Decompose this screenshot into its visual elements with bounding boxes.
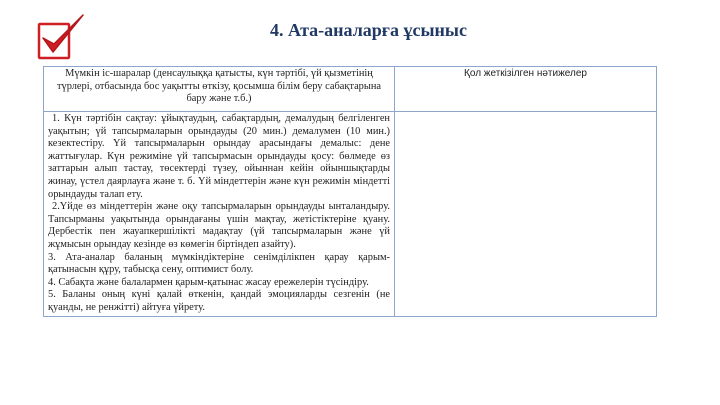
list-item: 1. Күн тәртібін сақтау: ұйықтаудың, сабақтардың, демалудың белгіленген уақытын; үй тапсырмаларын орындауды (20 мин.) демалумен (10 мин.) кезектестіру. Үй тапсырмаларын орындау арасындағы демалыс: дене жаттығулар. Күн режиміне үй тапсырмасын орындауды қосу: бөлмеде өз заттарын алып тастау, төсектерді түзеу, ойыннан кейін ойыншықтарды жинау, үстел даярлауға және т. б. Үй міндеттерін және күн режимін міндетті орындауды талап ету. bbox=[48, 113, 390, 200]
list-item: 2.Үйде өз міндеттерін және оқу тапсырмаларын орындауды ынталандыру. Тапсырманы уақытында орындағаны үшін мақтау, жетістіктеріне қуану. Дербестік пен жауапкершілікті мадақтау (үй тапсырмаларын және үй жұмысын орындау кезінде өз көмегін біртіндеп азайту). bbox=[48, 201, 390, 250]
recommendations-table bbox=[43, 66, 657, 317]
column-header-results: Қол жеткізілген нәтижелер bbox=[395, 67, 657, 112]
list-item: 4. Сабақта және балалармен қарым-қатынас жасау ережелерін түсіндіру. bbox=[48, 276, 369, 288]
checkmark-logo-icon bbox=[37, 12, 87, 64]
column-header-activities: Мүмкін іс-шаралар (денсаулыққа қатысты, күн тәртібі, үй қызметінің түрлері, отбасында бос уақытты өткізу, қосымша білім беру сабақтарына бару және т.б.) bbox=[44, 67, 395, 112]
table-header-row bbox=[44, 67, 657, 112]
list-item: 3. Ата-аналар баланың мүмкіндіктеріне сенімділікпен қарау қарым-қатынасын құру, табысқа сену, оптимист болу. bbox=[48, 251, 390, 276]
page-title: 4. Ата-аналарға ұсыныс bbox=[270, 20, 467, 40]
list-item: 5. Баланы оның күні қалай өткенін, қандай эмоцияларды сезгенін (не қуанды, не ренжітті) айтуға үйрету. bbox=[48, 289, 390, 313]
activities-cell bbox=[44, 112, 395, 317]
table-row bbox=[44, 112, 657, 317]
results-cell bbox=[395, 112, 657, 317]
